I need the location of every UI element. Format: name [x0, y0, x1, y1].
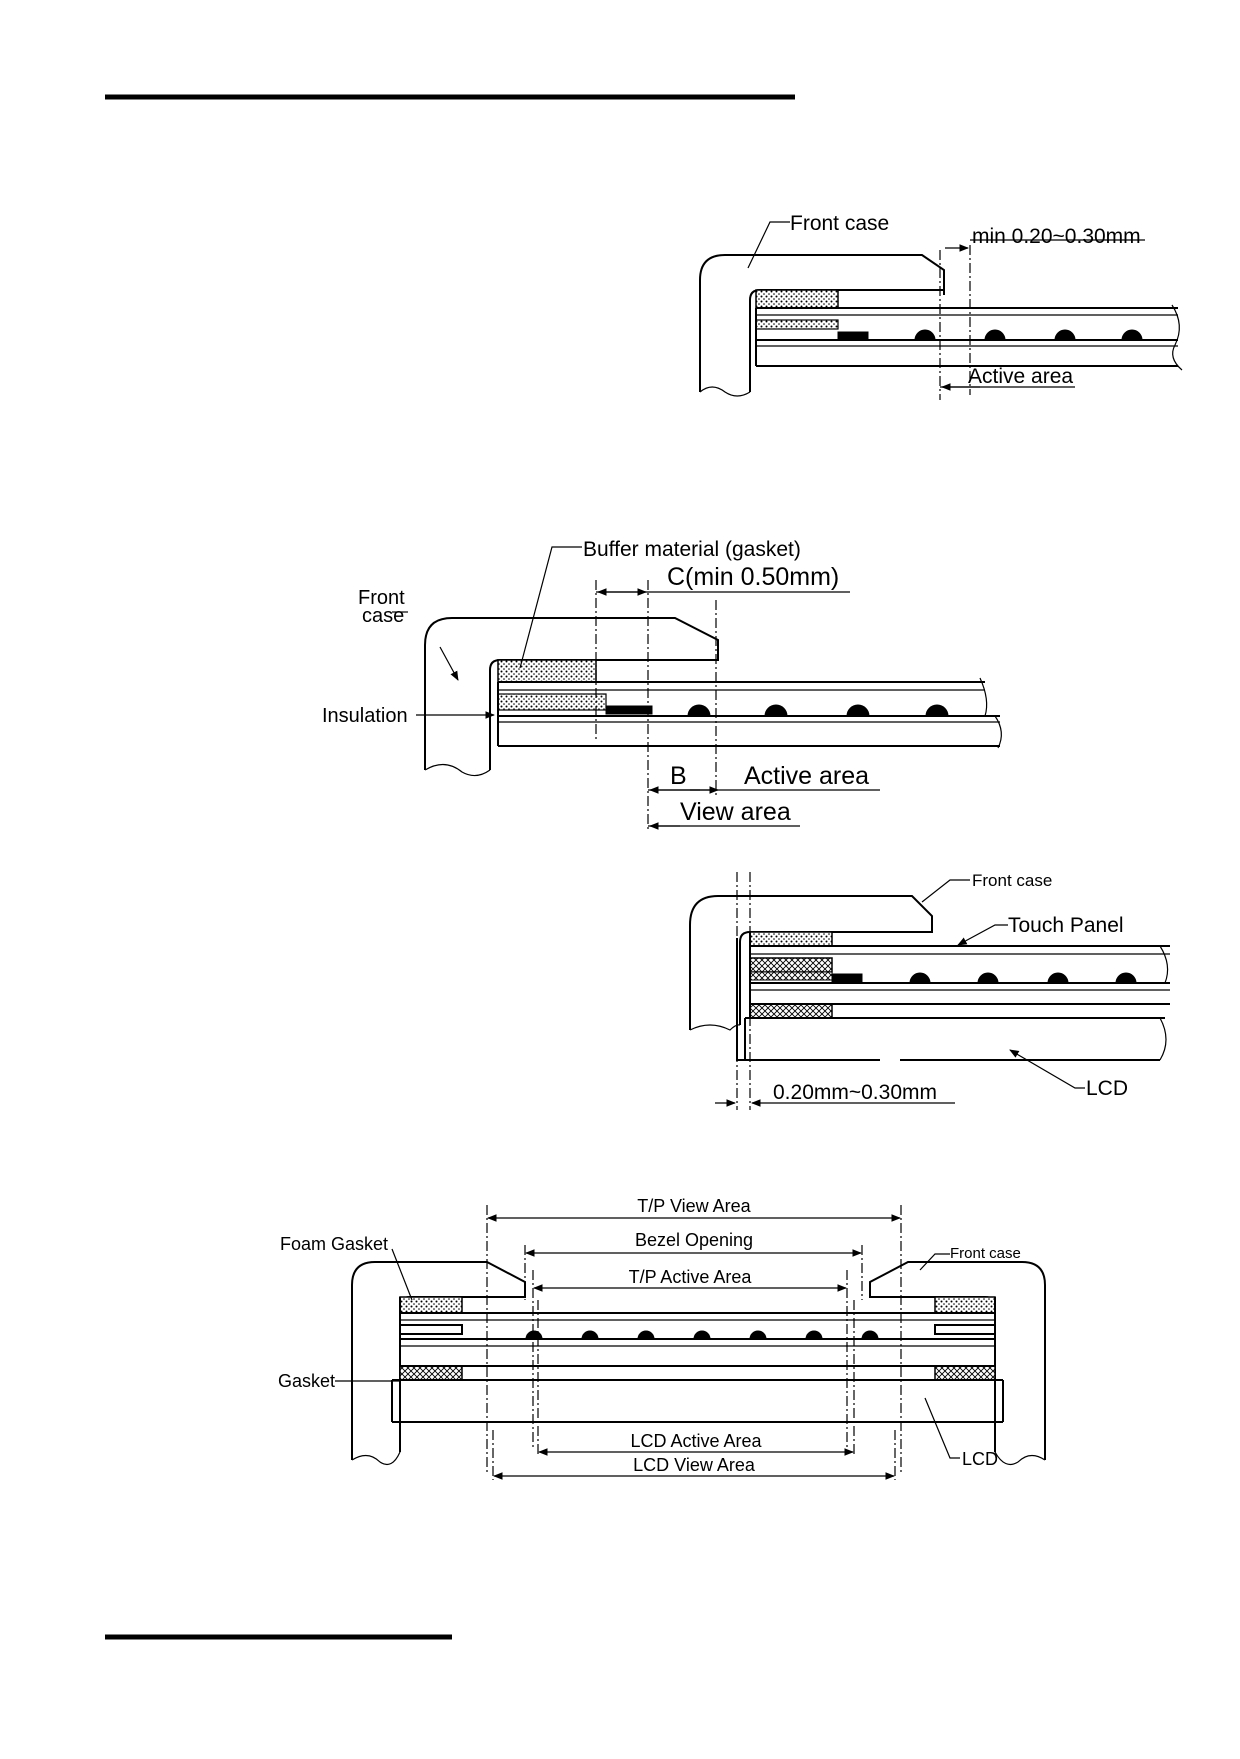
d1-front-case-label: Front case: [790, 212, 890, 235]
d2-view-area-label: View area: [680, 798, 791, 826]
d3-front-case-label: Front case: [972, 871, 1053, 890]
d2-b-label: B: [670, 762, 687, 790]
d2-insulation-label: Insulation: [322, 705, 408, 727]
d1-active-area-label: Active area: [968, 365, 1074, 388]
d4-lcd-label: LCD: [962, 1449, 999, 1469]
d3-gap-label: 0.20mm~0.30mm: [773, 1081, 937, 1104]
d4-tp-active-area-label: T/P Active Area: [628, 1267, 752, 1287]
diagram-1-front-case-gap: [700, 212, 1182, 400]
d3-touch-panel-label: Touch Panel: [1008, 914, 1124, 937]
d1-gap-label: min 0.20~0.30mm: [972, 225, 1141, 248]
diagram-2-buffer-gasket: [322, 538, 1001, 830]
d4-gasket-label: Gasket: [278, 1371, 336, 1391]
d4-bezel-opening-label: Bezel Opening: [634, 1230, 754, 1250]
d3-lcd-label: LCD: [1086, 1077, 1129, 1100]
diagram-4-full-cross-section: [278, 1196, 1045, 1480]
d2-clearance-label: C(min 0.50mm): [667, 563, 840, 591]
d2-case-label: case: [362, 605, 405, 627]
d4-front-case-label: Front case: [950, 1245, 1021, 1262]
d2-active-area-label: Active area: [744, 762, 870, 790]
diagram-3-touch-panel-lcd: [690, 871, 1170, 1110]
d2-front-label: Front: [358, 587, 405, 609]
d2-buffer-label: Buffer material (gasket): [583, 538, 801, 561]
d4-foam-gasket-label: Foam Gasket: [280, 1234, 389, 1254]
d4-tp-view-area-label: T/P View Area: [637, 1196, 751, 1216]
d4-lcd-active-area-label: LCD Active Area: [630, 1431, 762, 1451]
d4-lcd-view-area-label: LCD View Area: [633, 1455, 755, 1475]
